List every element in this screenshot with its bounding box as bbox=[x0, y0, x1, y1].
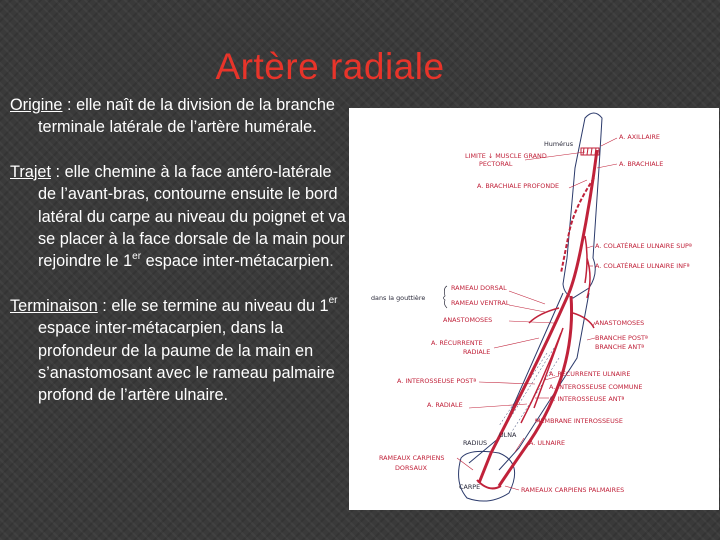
label-radius: RADIUS bbox=[463, 439, 488, 447]
superscript-er: er bbox=[132, 251, 142, 263]
label-a-collaterale-ulnaire-inf: A. COLATÉRALE ULNAIRE INFª bbox=[595, 262, 690, 270]
text-terminaison: : elle se termine au niveau du 1 bbox=[97, 296, 329, 315]
label-anastomoses-left: ANASTOMOSES bbox=[443, 316, 493, 324]
keyword-terminaison: Terminaison bbox=[10, 296, 98, 315]
label-dans-la-gouttiere: dans la gouttière bbox=[371, 294, 426, 302]
label-a-brachiale: A. BRACHIALE bbox=[619, 160, 664, 168]
paragraph-origine bbox=[10, 94, 350, 139]
label-rameaux-carpiens-palmaires: RAMEAUX CARPIENS PALMAIRES bbox=[521, 486, 625, 494]
label-a-interosseuse-ant: A. INTEROSSEUSE ANTª bbox=[549, 395, 625, 403]
label-dorsaux: DORSAUX bbox=[395, 464, 427, 472]
text-terminaison-end: espace inter-métacarpien, dans la profondeur de la paume de la main en s’anastomosant avec le rameau palmaire profond de l’artère ulnaire. bbox=[38, 319, 335, 405]
label-a-axillaire: A. AXILLAIRE bbox=[619, 133, 660, 141]
label-carpe: CARPE bbox=[459, 483, 481, 491]
leader-lines bbox=[457, 138, 617, 490]
label-a-brachiale-profonde: A. BRACHIALE PROFONDE bbox=[477, 182, 560, 190]
axillary-hatch-lines bbox=[583, 148, 596, 155]
paragraph-terminaison bbox=[10, 295, 350, 407]
paragraph-trajet bbox=[10, 161, 350, 273]
label-branche-post: BRANCHE POSTª bbox=[595, 334, 648, 342]
label-a-recurrente: A. RÉCURRENTE bbox=[431, 339, 483, 347]
label-pectoral: PECTORAL bbox=[479, 160, 513, 168]
label-a-collaterale-ulnaire-sup: A. COLATÉRALE ULNAIRE SUPª bbox=[595, 242, 692, 250]
label-ulna: ULNA bbox=[499, 431, 517, 439]
label-rameau-dorsal: RAMEAU DORSAL bbox=[451, 284, 507, 292]
slide-body bbox=[10, 94, 350, 429]
brachial-artery bbox=[569, 150, 597, 293]
label-membrane-interosseuse: MEMBRANE INTEROSSEUSE bbox=[535, 417, 623, 425]
gouttiere-brace bbox=[444, 286, 448, 308]
label-branche-ant: BRANCHE ANTª bbox=[595, 343, 645, 351]
label-a-interosseuse-post: A. INTEROSSEUSE POSTª bbox=[397, 377, 477, 385]
label-a-ulnaire: A. ULNAIRE bbox=[529, 439, 566, 447]
text-trajet: : elle chemine à la face antéro-latérale de l’avant-bras, contourne ensuite le bord latéral du carpe au niveau du poignet et va se placer à la face dorsale de la main pour rejoindre le 1 bbox=[38, 162, 346, 271]
label-limite-muscle: LIMITE ↓ MUSCLE GRAND bbox=[465, 152, 547, 160]
keyword-trajet: Trajet bbox=[10, 162, 52, 181]
label-radiale-sub: RADIALE bbox=[463, 348, 491, 356]
keyword-origine: Origine bbox=[10, 96, 63, 114]
arm-artery-diagram bbox=[349, 108, 719, 510]
label-humerus: Humérus bbox=[544, 140, 574, 148]
label-rameau-ventral: RAMEAU VENTRAL bbox=[451, 299, 510, 307]
label-a-recurrente-ulnaire: A. RÉCURRENTE ULNAIRE bbox=[549, 370, 631, 378]
slide-title: Artère radiale bbox=[215, 46, 445, 87]
label-rameaux-carpiens-dorsaux: RAMEAUX CARPIENS bbox=[379, 454, 445, 462]
label-anastomoses-right: ANASTOMOSES bbox=[595, 319, 645, 327]
text-origine: : elle naît de la division de la branche terminale latérale de l’artère humérale. bbox=[38, 96, 335, 137]
label-a-interosseuse-commune: A. INTEROSSEUSE COMMUNE bbox=[549, 383, 643, 391]
label-a-radiale: A. RADIALE bbox=[427, 401, 463, 409]
text-trajet-end: espace inter-métacarpien. bbox=[141, 252, 334, 271]
anatomy-drawing bbox=[349, 108, 719, 510]
superscript-er: er bbox=[328, 295, 338, 307]
